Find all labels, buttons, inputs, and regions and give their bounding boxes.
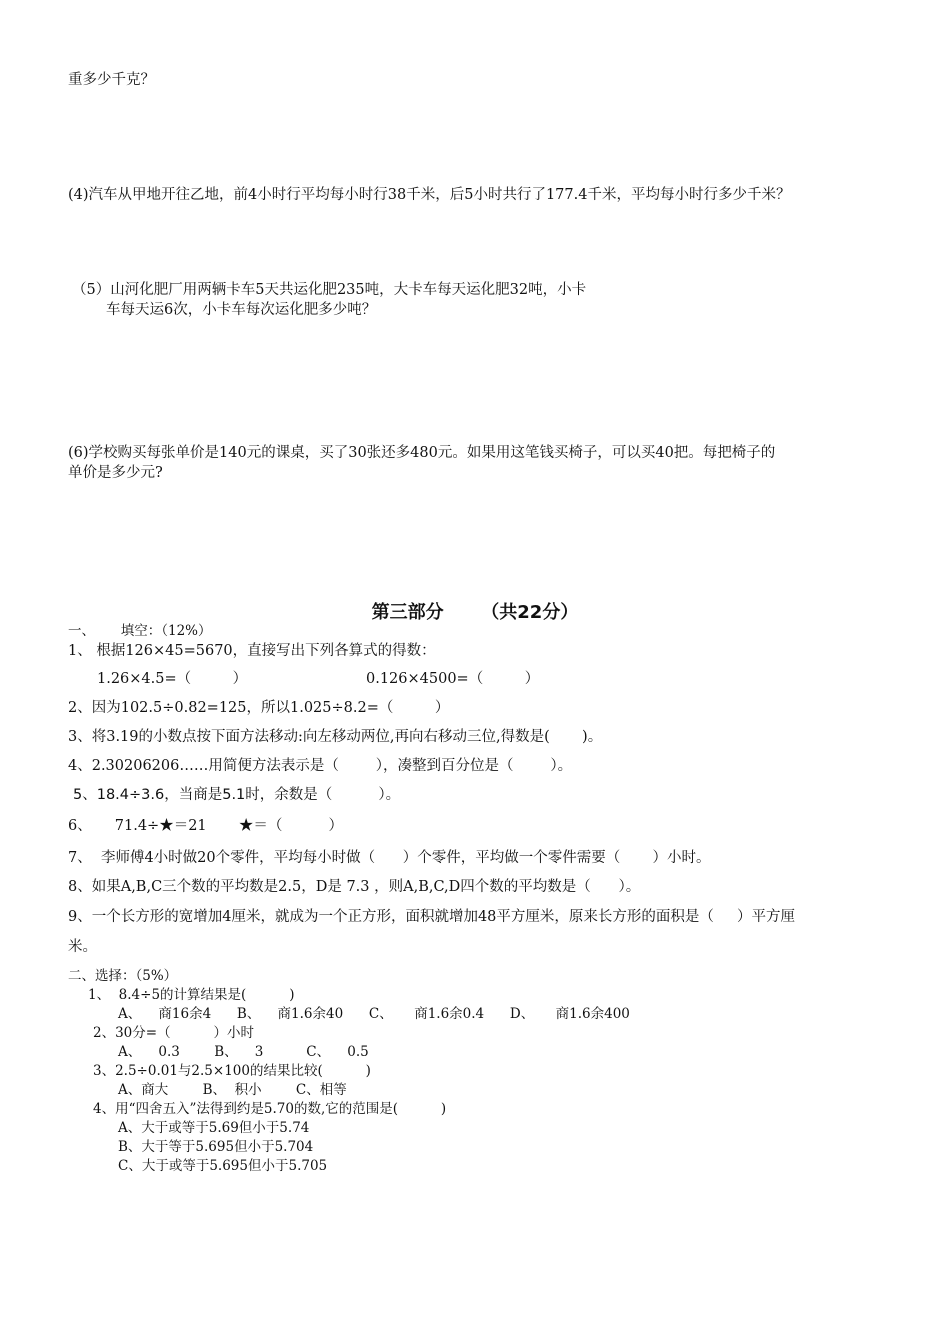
problem-6-line1: (6)学校购买每张单价是140元的课桌，买了30张还多480元。如果用这笔钱买椅子，可以买40把。每把椅子的	[68, 445, 776, 461]
fill-q3: 3、将3.19的小数点按下面方法移动:向左移动两位,再向右移动三位,得数是( )。	[68, 729, 603, 745]
fill-q1: 1、 根据126×45=5670，直接写出下列各算式的得数：	[68, 643, 436, 659]
choice-q1-options: A、 商16余4 B、 商1.6余40 C、 商1.6余0.4 D、 商1.6余400	[118, 1006, 630, 1022]
choice-q2-options: A、 0.3 B、 3 C、 0.5	[118, 1044, 369, 1060]
fill-q5: 5、18.4÷3.6，当商是5.1时，余数是（ ）。	[73, 787, 401, 803]
part3-title: 第三部分 （共22分）	[371, 602, 579, 623]
fill-q2: 2、因为102.5÷0.82=125，所以1.025÷8.2=（ ）	[68, 700, 450, 716]
problem-3-fragment: 重多少千克？	[68, 72, 155, 88]
fill-q1a: 1.26×4.5=（ ）	[97, 671, 248, 687]
fill-q7: 7、 李师傅4小时做20个零件，平均每小时做（ ）个零件，平均做一个零件需要（ ）小时。	[68, 850, 711, 866]
fill-q1b: 0.126×4500=（ ）	[366, 671, 540, 687]
fill-section-header: 一、 填空：（12%）	[68, 623, 212, 639]
choice-q4-option-c: C、大于或等于5.695但小于5.705	[118, 1158, 328, 1174]
choice-q4-option-a: A、大于或等于5.69但小于5.74	[118, 1120, 310, 1136]
choice-q2: 2、30分=（ ）小时	[93, 1025, 254, 1041]
choice-q1: 1、 8.4÷5的计算结果是( )	[88, 987, 295, 1003]
problem-5-line2: 车每天运6次，小卡车每次运化肥多少吨？	[106, 302, 377, 318]
problem-5-line1: （5）山河化肥厂用两辆卡车5天共运化肥235吨，大卡车每天运化肥32吨，小卡	[72, 282, 587, 298]
fill-q9-line2: 米。	[68, 939, 97, 955]
choice-section-header: 二、选择：（5%）	[68, 968, 178, 984]
fill-q8: 8、如果A,B,C三个数的平均数是2.5，D是 7.3 ，则A,B,C,D四个数的平均数是（ ）。	[68, 879, 641, 895]
choice-q4-option-b: B、大于等于5.695但小于5.704	[118, 1139, 314, 1155]
problem-4: (4)汽车从甲地开往乙地，前4小时行平均每小时行38千米，后5小时共行了177.4千米，平均每小时行多少千米？	[68, 187, 791, 203]
choice-q3: 3、2.5÷0.01与2.5×100的结果比较( )	[93, 1063, 371, 1079]
choice-q3-options: A、商大 B、 积小 C、相等	[118, 1082, 347, 1098]
fill-q6: 6、 71.4÷★＝21 ★＝（ ）	[68, 818, 344, 834]
fill-q9-line1: 9、一个长方形的宽增加4厘米，就成为一个正方形，面积就增加48平方厘米，原来长方形的面积是（ ）平方厘	[68, 909, 795, 925]
choice-q4: 4、用“四舍五入”法得到约是5.70的数,它的范围是( )	[93, 1101, 447, 1117]
problem-6-line2: 单价是多少元?	[68, 465, 163, 481]
fill-q4: 4、2.30206206……用简便方法表示是（ ），凑整到百分位是（ ）。	[68, 758, 573, 774]
